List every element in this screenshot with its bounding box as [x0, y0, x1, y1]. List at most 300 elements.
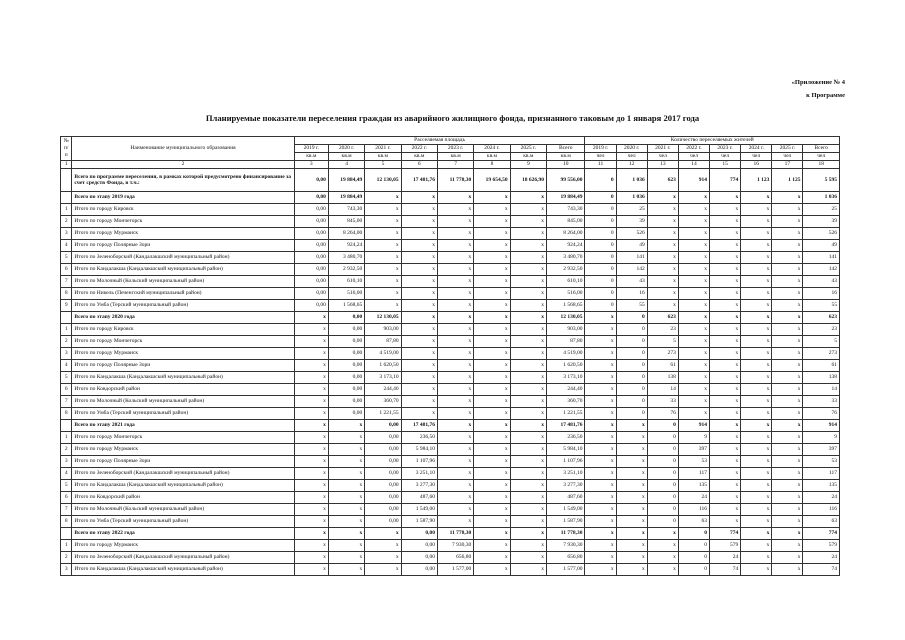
people-value: 138	[803, 372, 840, 384]
area-value: 1 568,65	[546, 300, 585, 312]
area-value: x	[401, 216, 437, 228]
people-value: 5	[803, 336, 840, 348]
people-value: x	[678, 192, 709, 204]
table-row	[61, 204, 840, 216]
area-value: x	[437, 480, 473, 492]
area-value: 5 984,10	[546, 444, 585, 456]
people-value: x	[772, 312, 803, 324]
area-value: x	[510, 348, 546, 360]
people-value: x	[772, 540, 803, 552]
area-value: x	[474, 516, 510, 528]
area-value: 3 480,70	[546, 252, 585, 264]
row-number: 1	[61, 432, 72, 444]
people-value: x	[585, 312, 616, 324]
municipality-name: Итого по Никель (Печенгский муниципальный район)	[72, 288, 294, 300]
people-value: 1 036	[803, 192, 840, 204]
column-index-cell: 14	[678, 161, 709, 169]
people-value: x	[710, 384, 741, 396]
area-value: 8 264,00	[328, 228, 364, 240]
area-unit-header: кв.м	[510, 153, 546, 161]
area-value: x	[474, 372, 510, 384]
people-value: 1 123	[741, 169, 772, 192]
area-value: x	[401, 240, 437, 252]
area-value: x	[365, 216, 401, 228]
people-value: x	[772, 228, 803, 240]
people-value: 14	[647, 384, 678, 396]
people-value: x	[678, 336, 709, 348]
people-value: x	[678, 312, 709, 324]
area-value: x	[437, 492, 473, 504]
people-value: 774	[710, 169, 741, 192]
area-value: x	[401, 312, 437, 324]
people-value: 74	[803, 564, 840, 576]
area-value: x	[437, 444, 473, 456]
people-value: 397	[803, 444, 840, 456]
area-value: x	[474, 300, 510, 312]
people-value: x	[585, 408, 616, 420]
area-value: x	[294, 492, 328, 504]
area-value: x	[294, 408, 328, 420]
area-value: 0,00	[328, 408, 364, 420]
area-value: x	[294, 528, 328, 540]
people-value: x	[772, 276, 803, 288]
area-value: 1 107,96	[546, 456, 585, 468]
area-value: x	[328, 480, 364, 492]
row-number: 7	[61, 396, 72, 408]
area-value: x	[365, 276, 401, 288]
people-value: x	[585, 468, 616, 480]
column-index-cell: 7	[437, 161, 473, 169]
area-value: x	[437, 516, 473, 528]
area-value: x	[365, 264, 401, 276]
people-value: x	[741, 408, 772, 420]
table-row	[61, 324, 840, 336]
area-value: 17 481,76	[546, 420, 585, 432]
people-value: 0	[585, 288, 616, 300]
people-value: x	[616, 468, 647, 480]
area-value: x	[510, 540, 546, 552]
area-value: x	[510, 420, 546, 432]
people-value: x	[647, 240, 678, 252]
people-value: x	[710, 276, 741, 288]
area-value: x	[365, 540, 401, 552]
people-value: 0	[585, 169, 616, 192]
appendix-program-label: к Программе	[806, 92, 845, 99]
people-value: x	[585, 444, 616, 456]
table-row	[61, 420, 840, 432]
people-value: x	[647, 300, 678, 312]
area-value: 0,00	[365, 456, 401, 468]
people-value: x	[741, 504, 772, 516]
people-value: x	[741, 384, 772, 396]
table-row	[61, 192, 840, 204]
people-value: x	[585, 552, 616, 564]
area-value: x	[365, 240, 401, 252]
area-value: x	[474, 432, 510, 444]
people-value: 0	[585, 216, 616, 228]
area-value: x	[328, 432, 364, 444]
people-value: x	[772, 324, 803, 336]
area-value: 0,00	[328, 336, 364, 348]
municipality-name: Итого по Кандалакша (Кандалакшский муниципальный район)	[72, 480, 294, 492]
people-value: x	[585, 516, 616, 528]
area-value: 0,00	[294, 192, 328, 204]
area-value: x	[437, 396, 473, 408]
area-value: x	[328, 516, 364, 528]
area-value: x	[474, 240, 510, 252]
area-value: x	[294, 552, 328, 564]
area-value: 1 549,00	[401, 504, 437, 516]
people-value: 138	[647, 372, 678, 384]
column-index-cell: 10	[546, 161, 585, 169]
people-value: 0	[616, 360, 647, 372]
area-value: 12 130,05	[546, 312, 585, 324]
appendix-label: «Приложение № 4	[791, 79, 845, 86]
people-value: x	[710, 372, 741, 384]
people-value: x	[710, 288, 741, 300]
area-value: x	[437, 288, 473, 300]
people-value: 0	[647, 516, 678, 528]
municipality-name: Итого по Зеленоборский (Кандалакшский муниципальный район)	[72, 252, 294, 264]
people-value: x	[616, 456, 647, 468]
area-value: 0,00	[365, 492, 401, 504]
people-value: 5 595	[803, 169, 840, 192]
people-value: x	[616, 552, 647, 564]
area-value: x	[474, 540, 510, 552]
area-value: x	[510, 336, 546, 348]
people-value: x	[616, 432, 647, 444]
people-value: x	[772, 288, 803, 300]
area-value: 0,00	[328, 384, 364, 396]
table-header	[61, 137, 840, 161]
municipality-name: Итого по городу Мурманск	[72, 348, 294, 360]
area-value: x	[328, 444, 364, 456]
people-value: 43	[616, 276, 647, 288]
people-value: x	[772, 336, 803, 348]
area-value: 3 173,10	[365, 372, 401, 384]
area-value: x	[437, 300, 473, 312]
area-value: 1 577,00	[546, 564, 585, 576]
area-year-header: 2021 г.	[365, 145, 401, 153]
people-value: x	[647, 528, 678, 540]
people-value: x	[772, 204, 803, 216]
people-value: 914	[678, 420, 709, 432]
people-value: 623	[803, 312, 840, 324]
row-number: 6	[61, 384, 72, 396]
people-value: 117	[678, 468, 709, 480]
area-value: 1 107,96	[401, 456, 437, 468]
people-unit-header: чел	[741, 153, 772, 161]
area-value: 12 130,05	[365, 312, 401, 324]
people-value: x	[585, 336, 616, 348]
people-value: x	[741, 516, 772, 528]
area-value: x	[474, 288, 510, 300]
area-value: 3 480,70	[328, 252, 364, 264]
people-value: x	[678, 228, 709, 240]
people-value: x	[772, 384, 803, 396]
area-value: x	[365, 288, 401, 300]
people-value: x	[616, 492, 647, 504]
people-value: x	[616, 516, 647, 528]
table-row	[61, 348, 840, 360]
people-value: x	[616, 420, 647, 432]
people-value: x	[616, 504, 647, 516]
area-value: x	[474, 384, 510, 396]
area-value: x	[474, 192, 510, 204]
area-value: 2 932,50	[328, 264, 364, 276]
people-value: 0	[616, 312, 647, 324]
row-number: 3	[61, 348, 72, 360]
area-value: x	[510, 240, 546, 252]
municipality-name: Итого по городу Полярные Зори	[72, 240, 294, 252]
people-value: 117	[803, 468, 840, 480]
area-value: x	[328, 468, 364, 480]
area-value: x	[437, 420, 473, 432]
people-value: x	[710, 240, 741, 252]
area-value: 87,80	[365, 336, 401, 348]
area-unit-header: кв.м	[546, 153, 585, 161]
area-value: x	[474, 468, 510, 480]
area-value: x	[437, 360, 473, 372]
people-value: 0	[647, 468, 678, 480]
people-value: x	[678, 216, 709, 228]
column-index-cell: 12	[616, 161, 647, 169]
row-number: 4	[61, 468, 72, 480]
people-value: x	[772, 516, 803, 528]
area-value: 656,80	[437, 552, 473, 564]
area-value: 236,50	[401, 432, 437, 444]
column-index-cell: 6	[401, 161, 437, 169]
area-value: 12 130,05	[365, 169, 401, 192]
people-unit-header: чел	[710, 153, 741, 161]
people-value: 0	[647, 420, 678, 432]
table-row	[61, 300, 840, 312]
area-value: 0,00	[365, 504, 401, 516]
area-value: x	[365, 300, 401, 312]
area-value: 5 984,10	[401, 444, 437, 456]
people-unit-header: чел	[678, 153, 709, 161]
area-value: 0,00	[365, 516, 401, 528]
people-value: x	[772, 252, 803, 264]
people-value: 63	[678, 516, 709, 528]
area-value: x	[474, 228, 510, 240]
people-value: x	[647, 264, 678, 276]
people-value: 25	[803, 204, 840, 216]
people-value: x	[741, 480, 772, 492]
row-number	[61, 528, 72, 540]
people-value: x	[772, 468, 803, 480]
row-number: 5	[61, 372, 72, 384]
people-value: x	[741, 360, 772, 372]
people-value: 526	[803, 228, 840, 240]
area-value: x	[474, 444, 510, 456]
area-value: x	[474, 552, 510, 564]
people-value: 0	[616, 324, 647, 336]
area-value: x	[437, 336, 473, 348]
people-value: x	[741, 216, 772, 228]
people-value: x	[585, 504, 616, 516]
people-value: 24	[678, 492, 709, 504]
people-value: x	[772, 192, 803, 204]
municipality-name: Итого по Кандалакша (Кандалакшский муниципальный район)	[72, 372, 294, 384]
area-value: 656,80	[546, 552, 585, 564]
people-value: 43	[803, 276, 840, 288]
municipality-name: Итого по городу Мурманск	[72, 444, 294, 456]
area-value: 19 884,49	[328, 192, 364, 204]
people-value: 33	[647, 396, 678, 408]
area-value: x	[365, 204, 401, 216]
table-row	[61, 540, 840, 552]
people-value: x	[678, 288, 709, 300]
people-value: x	[710, 432, 741, 444]
area-value: 360,70	[365, 396, 401, 408]
resettlement-table	[60, 136, 840, 576]
area-value: x	[328, 504, 364, 516]
people-value: x	[710, 360, 741, 372]
row-number: 8	[61, 288, 72, 300]
people-value: 16	[803, 288, 840, 300]
area-value: x	[437, 216, 473, 228]
people-value: x	[741, 444, 772, 456]
area-value: x	[510, 300, 546, 312]
table-row	[61, 480, 840, 492]
row-number: 4	[61, 360, 72, 372]
people-value: x	[772, 300, 803, 312]
people-value: x	[772, 240, 803, 252]
people-value: 0	[585, 204, 616, 216]
area-value: 1 549,00	[546, 504, 585, 516]
area-value: x	[437, 240, 473, 252]
people-value: x	[710, 480, 741, 492]
people-value: 0	[678, 564, 709, 576]
area-value: 3 251,10	[401, 468, 437, 480]
municipality-name: Итого по Умба (Терский муниципальный район)	[72, 300, 294, 312]
area-value: 0,00	[365, 432, 401, 444]
table-row	[61, 504, 840, 516]
area-value: x	[510, 192, 546, 204]
area-value: x	[328, 420, 364, 432]
area-value: x	[401, 396, 437, 408]
column-index-cell: 3	[294, 161, 328, 169]
area-value: x	[328, 540, 364, 552]
municipality-name: Итого по Молочный (Кольский муниципальный район)	[72, 276, 294, 288]
people-value: 0	[647, 456, 678, 468]
area-value: x	[510, 564, 546, 576]
people-value: x	[585, 564, 616, 576]
table-body	[61, 161, 840, 576]
people-value: 0	[616, 396, 647, 408]
people-value: x	[741, 528, 772, 540]
people-value: x	[772, 564, 803, 576]
people-value: x	[710, 492, 741, 504]
people-value: x	[616, 540, 647, 552]
area-value: x	[510, 432, 546, 444]
people-value: 76	[647, 408, 678, 420]
area-unit-header: кв.м	[328, 153, 364, 161]
area-value: 2 932,50	[546, 264, 585, 276]
people-value: 0	[678, 540, 709, 552]
people-value: x	[710, 348, 741, 360]
people-unit-header: чел	[647, 153, 678, 161]
people-value: 273	[803, 348, 840, 360]
people-value: x	[647, 252, 678, 264]
area-value: x	[401, 408, 437, 420]
people-value: 142	[616, 264, 647, 276]
area-value: 0,00	[328, 312, 364, 324]
area-value: 0,00	[294, 228, 328, 240]
area-value: x	[437, 192, 473, 204]
area-value: x	[294, 420, 328, 432]
people-value: 116	[678, 504, 709, 516]
row-number: 9	[61, 300, 72, 312]
area-value: 0,00	[294, 264, 328, 276]
area-value: x	[510, 444, 546, 456]
area-value: x	[437, 432, 473, 444]
area-value: x	[510, 372, 546, 384]
people-unit-header: чел	[772, 153, 803, 161]
area-value: x	[474, 492, 510, 504]
area-value: 0,00	[328, 348, 364, 360]
people-value: x	[741, 228, 772, 240]
area-value: 19 884,49	[546, 192, 585, 204]
people-value: x	[741, 336, 772, 348]
people-value: 33	[803, 396, 840, 408]
area-value: 0,00	[294, 240, 328, 252]
area-value: x	[365, 192, 401, 204]
row-number: 6	[61, 264, 72, 276]
people-value: x	[710, 420, 741, 432]
area-value: 3 277,30	[401, 480, 437, 492]
table-row	[61, 552, 840, 564]
municipality-name: Итого по Молочный (Кольский муниципальный район)	[72, 504, 294, 516]
area-value: 11 778,30	[437, 528, 473, 540]
document-title: Планируемые показатели переселения граждан из аварийного жилищного фонда, признанного таковым до 1 января 2017 года	[205, 113, 700, 123]
area-value: x	[510, 324, 546, 336]
people-value: 49	[803, 240, 840, 252]
area-value: 516,00	[546, 288, 585, 300]
area-value: x	[510, 408, 546, 420]
area-value: x	[474, 456, 510, 468]
row-number	[61, 420, 72, 432]
row-number: 2	[61, 216, 72, 228]
people-value: x	[585, 528, 616, 540]
people-year-header: 2025 г.	[772, 145, 803, 153]
table-row	[61, 432, 840, 444]
people-value: x	[772, 408, 803, 420]
area-value: x	[510, 552, 546, 564]
area-value: 19 884,49	[328, 169, 364, 192]
column-index-cell: 16	[741, 161, 772, 169]
area-value: 924,24	[328, 240, 364, 252]
area-value: x	[401, 372, 437, 384]
area-value: x	[401, 192, 437, 204]
area-value: x	[294, 516, 328, 528]
area-value: x	[437, 264, 473, 276]
row-number: 8	[61, 516, 72, 528]
people-value: 39	[616, 216, 647, 228]
area-value: 0,00	[401, 540, 437, 552]
area-value: 487,60	[546, 492, 585, 504]
row-number: 2	[61, 336, 72, 348]
row-number: 6	[61, 492, 72, 504]
area-value: 903,00	[546, 324, 585, 336]
people-value: x	[772, 216, 803, 228]
area-value: x	[437, 276, 473, 288]
people-value: 24	[803, 552, 840, 564]
people-value: x	[741, 552, 772, 564]
people-value: x	[772, 504, 803, 516]
municipality-name: Итого по городу Кировск	[72, 204, 294, 216]
